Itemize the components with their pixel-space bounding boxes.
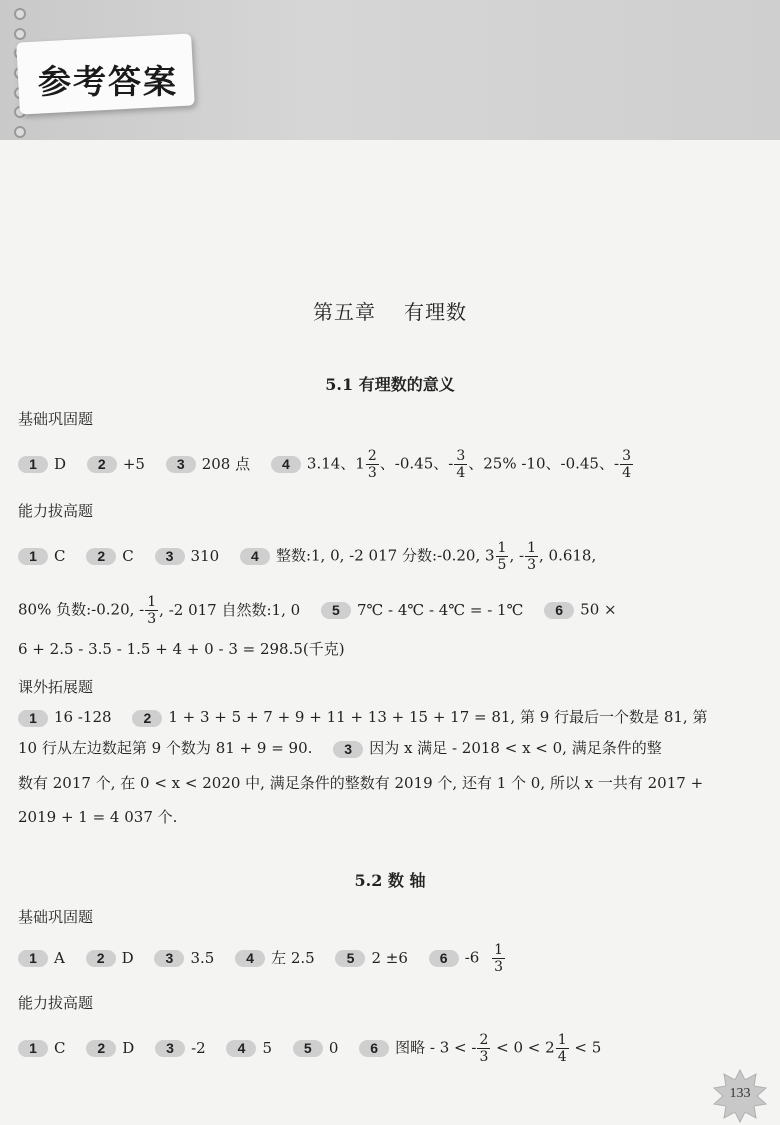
fraction: $\frac{2}{3}$: [479, 1032, 489, 1065]
fraction: $\frac{3}{4}$: [622, 448, 631, 481]
question-number: 5: [321, 602, 351, 619]
answer-text: 7℃ - 4℃ - 4℃ = - 1℃: [356, 600, 524, 619]
answer-text: A: [54, 948, 65, 967]
fraction: $\frac{1}{3}$: [494, 942, 504, 975]
subsection-label: 能力拔高题: [18, 502, 94, 520]
answer-text: 、-0.45、-: [379, 454, 454, 473]
question-number: 3: [333, 741, 363, 758]
section-title: 5.1 有理数的意义: [325, 375, 455, 394]
answer-line: [18, 448, 634, 481]
chapter-title: [0, 296, 780, 325]
question-number: 6: [544, 602, 574, 619]
question-number: 4: [240, 548, 270, 565]
answer-line: 2019 + 1 = 4 037 个.: [18, 808, 178, 826]
answer-text: 310: [190, 546, 220, 565]
question-number: 1: [18, 950, 48, 967]
question-number: 2: [87, 456, 117, 473]
answer-text: 5: [262, 1038, 273, 1057]
fraction: $\frac{1}{5}$: [497, 540, 507, 573]
section-title: 5.2 数 轴: [354, 871, 426, 890]
question-number: 1: [18, 710, 48, 727]
question-number: 6: [429, 950, 459, 967]
answer-text: 因为 x 满足 - 2018 < x < 0, 满足条件的整: [369, 739, 662, 757]
answer-text: , -2 017 自然数:1, 0: [159, 600, 301, 619]
subsection-label: 能力拔高题: [18, 994, 94, 1012]
question-number: 5: [293, 1040, 323, 1057]
answer-text: 2 ±6: [371, 948, 408, 967]
question-number: 1: [18, 1040, 48, 1057]
subsection-label: 基础巩固题: [18, 410, 94, 428]
fraction: $\frac{2}{3}$: [367, 448, 377, 481]
answer-text: 1 + 3 + 5 + 7 + 9 + 11 + 13 + 15 + 17 = 81, 第 9 行最后一个数是 81, 第: [168, 708, 708, 726]
fraction: $\frac{1}{3}$: [147, 594, 157, 627]
answer-text: C: [122, 546, 134, 565]
answer-text: D: [122, 1038, 135, 1057]
answer-line: 数有 2017 个, 在 0 < x < 2020 中, 满足条件的整数有 2019 个, 还有 1 个 0, 所以 x 一共有 2017 +: [18, 774, 704, 792]
page-title: 参考答案: [38, 62, 178, 101]
chapter-number: 第五章: [313, 300, 376, 324]
answer-line: [18, 540, 596, 573]
question-number: 3: [154, 950, 184, 967]
question-number: 1: [18, 456, 48, 473]
question-number: 4: [226, 1040, 256, 1057]
answer-line: [18, 737, 662, 758]
question-number: 2: [86, 950, 116, 967]
question-number: 2: [86, 1040, 116, 1057]
answer-text: 10 行从左边数起第 9 个数为 81 + 9 = 90.: [18, 739, 313, 757]
answer-line: [18, 594, 617, 627]
answer-text: C: [54, 1038, 66, 1057]
fraction: $\frac{1}{4}$: [557, 1032, 567, 1065]
question-number: 5: [335, 950, 365, 967]
answer-text: 80% 负数:-0.20, -: [18, 600, 145, 619]
answer-text: < 5: [569, 1038, 602, 1057]
bleed-through-texture: [0, 140, 780, 1040]
answer-text: 整数:1, 0, -2 017 分数:-0.20, 3: [275, 546, 495, 565]
answer-line: [18, 942, 506, 975]
answer-text: +5: [122, 454, 145, 473]
answer-text: D: [121, 948, 134, 967]
answer-text: 50 ×: [580, 600, 617, 619]
fraction: $\frac{1}{3}$: [527, 540, 536, 573]
answer-text: < 0 < 2: [491, 1038, 555, 1057]
question-number: 6: [359, 1040, 389, 1057]
question-number: 4: [235, 950, 265, 967]
answer-text: 208 点: [201, 454, 251, 473]
answer-text: C: [54, 546, 66, 565]
subsection-label: 课外拓展题: [18, 678, 94, 696]
answer-line: [18, 706, 707, 727]
question-number: 2: [86, 548, 116, 565]
answer-text: 16 -128: [54, 708, 112, 726]
question-number: 3: [155, 548, 185, 565]
answer-text: , -: [509, 546, 525, 565]
question-number: 3: [155, 1040, 185, 1057]
answer-text: 左 2.5: [271, 948, 315, 967]
question-number: 3: [166, 456, 196, 473]
answer-text: 、25% -10、-0.45、-: [468, 454, 620, 473]
answer-text: -6: [464, 948, 480, 967]
fraction: $\frac{3}{4}$: [456, 448, 466, 481]
answer-text: 图略 - 3 < -: [395, 1038, 477, 1057]
answer-text: 3.5: [190, 948, 215, 967]
chapter-name: 有理数: [404, 300, 467, 324]
answer-line: 6 + 2.5 - 3.5 - 1.5 + 4 + 0 - 3 = 298.5(千克): [18, 640, 345, 658]
answer-text: , 0.618,: [539, 546, 597, 565]
answer-line: [18, 1032, 601, 1065]
answer-text: -2: [191, 1038, 206, 1057]
answer-text: 0: [328, 1038, 339, 1057]
subsection-label: 基础巩固题: [18, 908, 94, 926]
answer-text: 3.14、1: [306, 454, 365, 473]
question-number: 2: [132, 710, 162, 727]
question-number: 4: [271, 456, 301, 473]
page-number: 133: [729, 1086, 751, 1101]
answer-text: D: [54, 454, 67, 473]
question-number: 1: [18, 548, 48, 565]
